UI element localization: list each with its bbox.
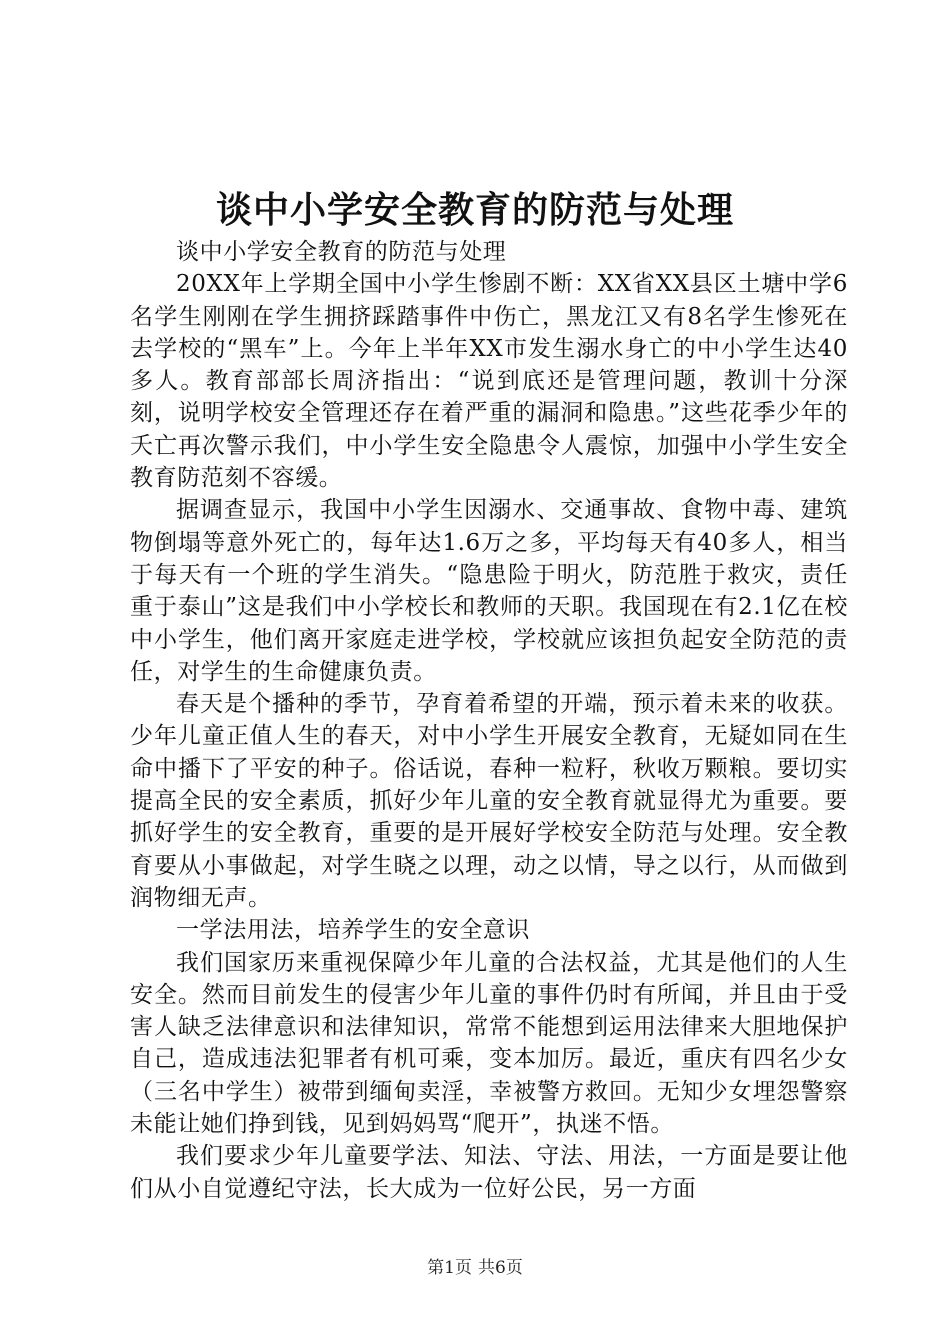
document-body <box>130 236 848 1205</box>
body-paragraph: 据调查显示，我国中小学生因溺水、交通事故、食物中毒、建筑物倒塌等意外死亡的，每年达1.6万之多，平均每天有40多人，相当于每天有一个班的学生消失。“隐患险于明火，防范胜于救灾，责任重于泰山”这是我们中小学校长和教师的天职。我国现在有2.1亿在校中小学生，他们离开家庭走进学校，学校就应该担负起安全防范的责任，对学生的生命健康负责。 <box>130 497 848 685</box>
body-paragraph: 春天是个播种的季节，孕育着希望的开端，预示着未来的收获。少年儿童正值人生的春天，对中小学生开展安全教育，无疑如同在生命中播下了平安的种子。俗话说，春种一粒籽，秋收万颗粮。要切实提高全民的安全素质，抓好少年儿童的安全教育就显得尤为重要。要抓好学生的安全教育，重要的是开展好学校安全防范与处理。安全教育要从小事做起，对学生晓之以理，动之以情，导之以行，从而做到润物细无声。 <box>130 691 848 911</box>
page-footer <box>0 1256 950 1280</box>
document-title: 谈中小学安全教育的防范与处理 <box>215 189 734 231</box>
page-total: 共6页 <box>478 1258 523 1278</box>
page-number: 第1页 <box>427 1258 472 1278</box>
body-paragraph: 谈中小学安全教育的防范与处理 <box>176 239 507 265</box>
body-paragraph: 我们要求少年儿童要学法、知法、守法、用法，一方面是要让他们从小自觉遵纪守法，长大成为一位好公民，另一方面 <box>130 1143 848 1202</box>
section-heading: 一学法用法，培养学生的安全意识 <box>176 917 530 944</box>
body-paragraph: 20XX年上学期全国中小学生惨剧不断：XX省XX县区土塘中学6名学生刚刚在学生拥挤踩踏事件中伤亡，黑龙江又有8名学生惨死在去学校的“黑车”上。今年上半年XX市发生溺水身亡的中小学生达40多人。教育部部长周济指出：“说到底还是管理问题，教训十分深刻，说明学校安全管理还存在着严重的漏洞和隐患。”这些花季少年的夭亡再次警示我们，中小学生安全隐患令人震惊，加强中小学生安全教育防范刻不容缓。 <box>130 271 848 492</box>
body-paragraph: 我们国家历来重视保障少年儿童的合法权益，尤其是他们的人生安全。然而目前发生的侵害少年儿童的事件仍时有所闻，并且由于受害人缺乏法律意识和法律知识，常常不能想到运用法律来大胆地保护自己，造成违法犯罪者有机可乘，变本加厉。最近，重庆有四名少女（三名中学生）被带到缅甸卖淫，幸被警方救回。无知少女埋怨警察未能让她们挣到钱，见到妈妈骂“爬开”，执迷不悟。 <box>130 949 848 1138</box>
